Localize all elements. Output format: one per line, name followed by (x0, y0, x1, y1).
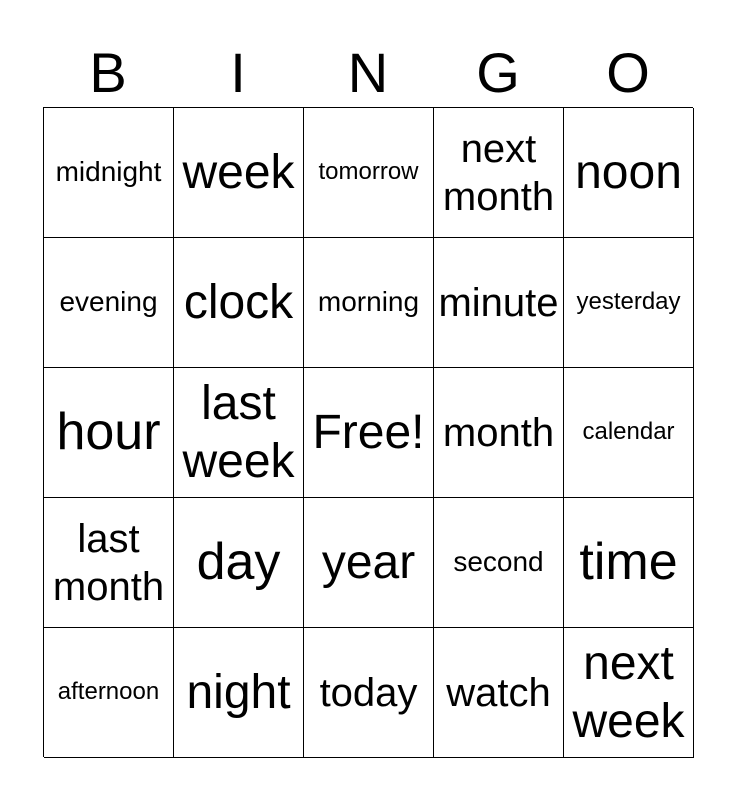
bingo-cell[interactable] (304, 108, 434, 238)
bingo-cell[interactable] (174, 498, 304, 628)
cell-word: morning (317, 286, 420, 318)
cell-word: second (453, 546, 544, 578)
bingo-cell[interactable] (564, 108, 694, 238)
bingo-cell[interactable] (174, 368, 304, 498)
header-letter-i: I (230, 41, 246, 104)
cell-word: tomorrow (318, 158, 419, 186)
bingo-cell[interactable] (44, 498, 174, 628)
bingo-cell[interactable] (434, 238, 564, 368)
header-letter-o: O (606, 41, 650, 104)
cell-word: Free! (312, 405, 425, 459)
bingo-cell[interactable] (564, 628, 694, 758)
cell-word: time (579, 533, 678, 592)
cell-word: midnight (55, 156, 162, 188)
cell-word: watch (446, 670, 551, 715)
cell-word: today (319, 670, 418, 715)
cell-word: month (442, 410, 555, 455)
bingo-cell[interactable] (304, 238, 434, 368)
cell-word: hour (56, 403, 161, 462)
bingo-cell[interactable] (564, 368, 694, 498)
bingo-cell[interactable] (434, 498, 564, 628)
header-letter-n: N (347, 41, 389, 104)
bingo-cell free-space[interactable] (304, 368, 434, 498)
bingo-cell[interactable] (44, 628, 174, 758)
cell-word: day (196, 533, 281, 592)
bingo-cell[interactable] (304, 628, 434, 758)
bingo-cell[interactable] (564, 238, 694, 368)
cell-word: next month (442, 126, 555, 219)
bingo-cell[interactable] (174, 628, 304, 758)
cell-word: week (182, 145, 295, 199)
cell-word: noon (575, 145, 682, 199)
bingo-board (43, 107, 693, 757)
bingo-cell[interactable] (44, 238, 174, 368)
cell-word: afternoon (57, 678, 160, 706)
bingo-header (43, 40, 693, 106)
bingo-cell[interactable] (44, 108, 174, 238)
bingo-cell[interactable] (44, 368, 174, 498)
bingo-cell[interactable] (174, 108, 304, 238)
bingo-cell[interactable] (434, 628, 564, 758)
cell-word: clock (183, 275, 294, 329)
bingo-cell[interactable] (434, 108, 564, 238)
bingo-cell[interactable] (304, 498, 434, 628)
bingo-cell[interactable] (564, 498, 694, 628)
cell-word: night (186, 665, 291, 719)
cell-word: yesterday (576, 288, 681, 316)
cell-word: last month (52, 516, 165, 609)
header-letter-g: G (476, 41, 520, 104)
cell-word: calendar (582, 418, 675, 446)
cell-word: evening (59, 286, 158, 318)
bingo-cell[interactable] (174, 238, 304, 368)
bingo-cell[interactable] (434, 368, 564, 498)
header-letter-b: B (89, 41, 127, 104)
cell-word: year (321, 535, 416, 589)
cell-word: next week (572, 636, 685, 748)
cell-word: last week (182, 376, 295, 488)
cell-word: minute (438, 280, 559, 325)
